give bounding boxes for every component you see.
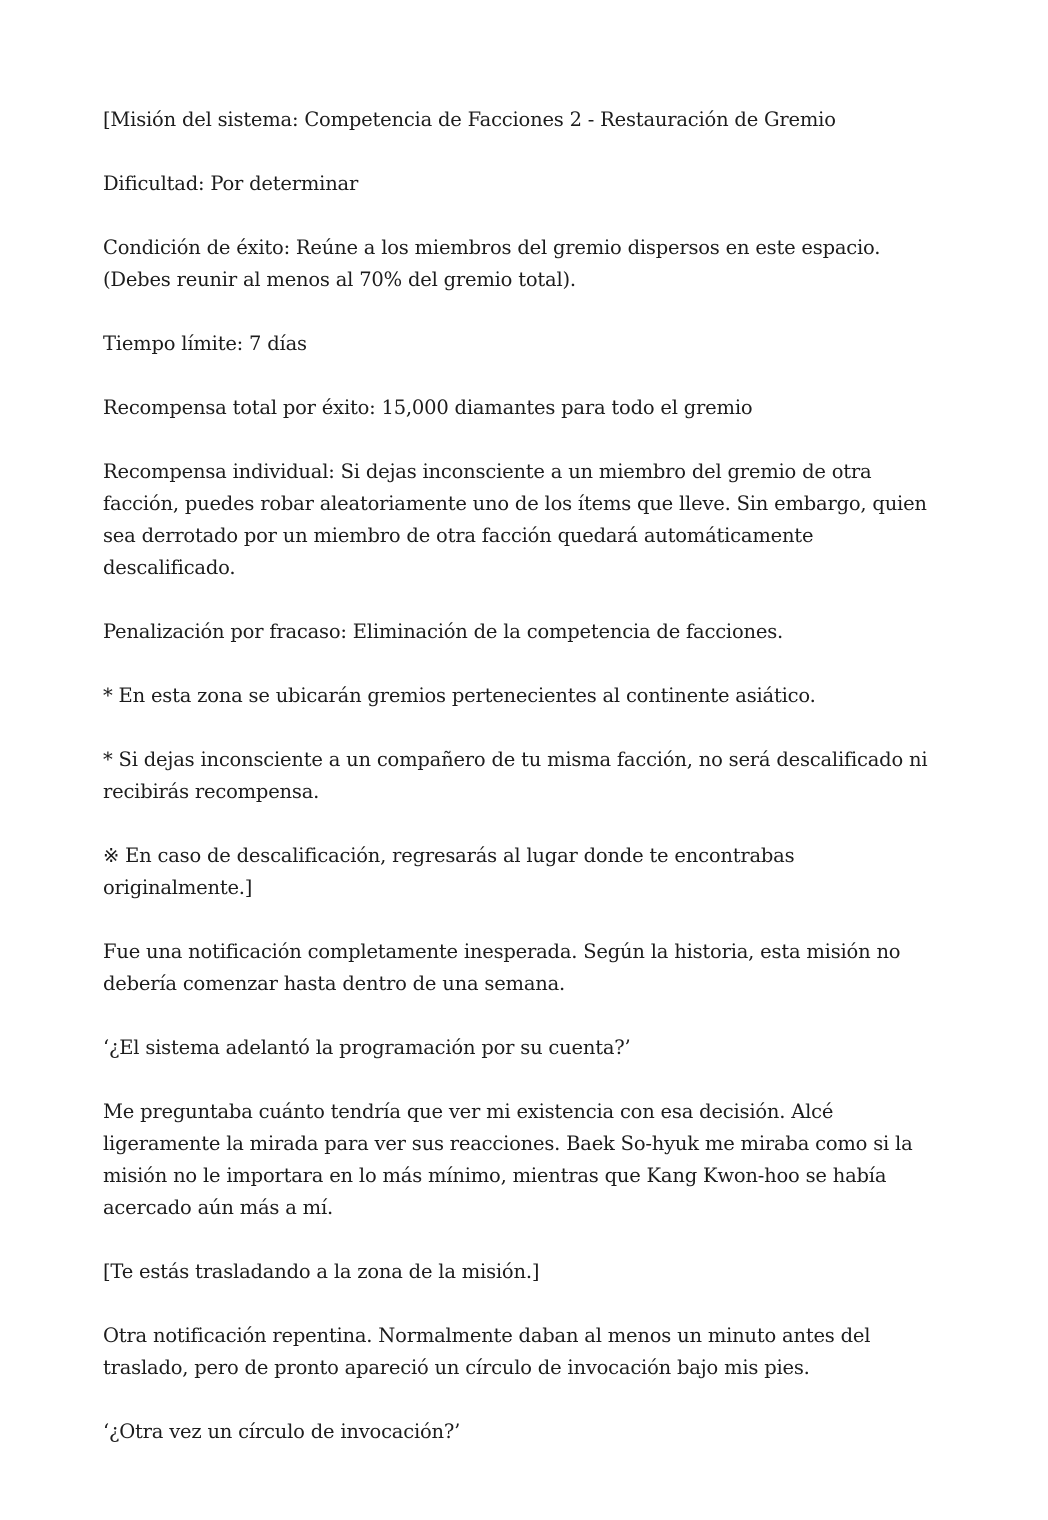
- paragraph-10: ※ En caso de descalificación, regresarás al lugar donde te encontrabas originalmente.]: [103, 844, 795, 899]
- paragraph-11: Fue una notificación completamente inesperada. Según la historia, esta misión no debería comenzar hasta dentro de una semana.: [103, 940, 901, 995]
- paragraph-1: [Misión del sistema: Competencia de Facciones 2 - Restauración de Gremio: [103, 108, 836, 131]
- paragraph-9: * Si dejas inconsciente a un compañero de tu misma facción, no será descalificado ni recibirás recompensa.: [103, 748, 928, 803]
- paragraph-8: * En esta zona se ubicarán gremios pertenecientes al continente asiático.: [103, 684, 816, 707]
- paragraph-4: Tiempo límite: 7 días: [103, 332, 307, 355]
- paragraph-14: [Te estás trasladando a la zona de la misión.]: [103, 1260, 540, 1283]
- paragraph-5: Recompensa total por éxito: 15,000 diamantes para todo el gremio: [103, 396, 753, 419]
- paragraph-7: Penalización por fracaso: Eliminación de la competencia de facciones.: [103, 620, 784, 643]
- paragraph-15: Otra notificación repentina. Normalmente daban al menos un minuto antes del traslado, pero de pronto apareció un círculo de invocación bajo mis pies.: [103, 1324, 871, 1379]
- paragraph-12: ‘¿El sistema adelantó la programación por su cuenta?’: [103, 1036, 631, 1059]
- paragraph-3: Condición de éxito: Reúne a los miembros del gremio dispersos en este espacio. (Debes reunir al menos al 70% del gremio total).: [103, 236, 881, 291]
- paragraph-2: Dificultad: Por determinar: [103, 172, 359, 195]
- paragraph-13: Me preguntaba cuánto tendría que ver mi existencia con esa decisión. Alcé ligeramente la mirada para ver sus reacciones. Baek So-hyuk me miraba como si la misión no le importara en lo más mínimo, mientras que Kang Kwon-hoo se había acercado aún más a mí.: [103, 1100, 913, 1219]
- paragraph-6: Recompensa individual: Si dejas inconsciente a un miembro del gremio de otra facción, puedes robar aleatoriamente uno de los ítems que lleve. Sin embargo, quien sea derrotado por un miembro de otra facción quedará automáticamente descalificado.: [103, 460, 927, 579]
- paragraph-16: ‘¿Otra vez un círculo de invocación?’: [103, 1420, 461, 1443]
